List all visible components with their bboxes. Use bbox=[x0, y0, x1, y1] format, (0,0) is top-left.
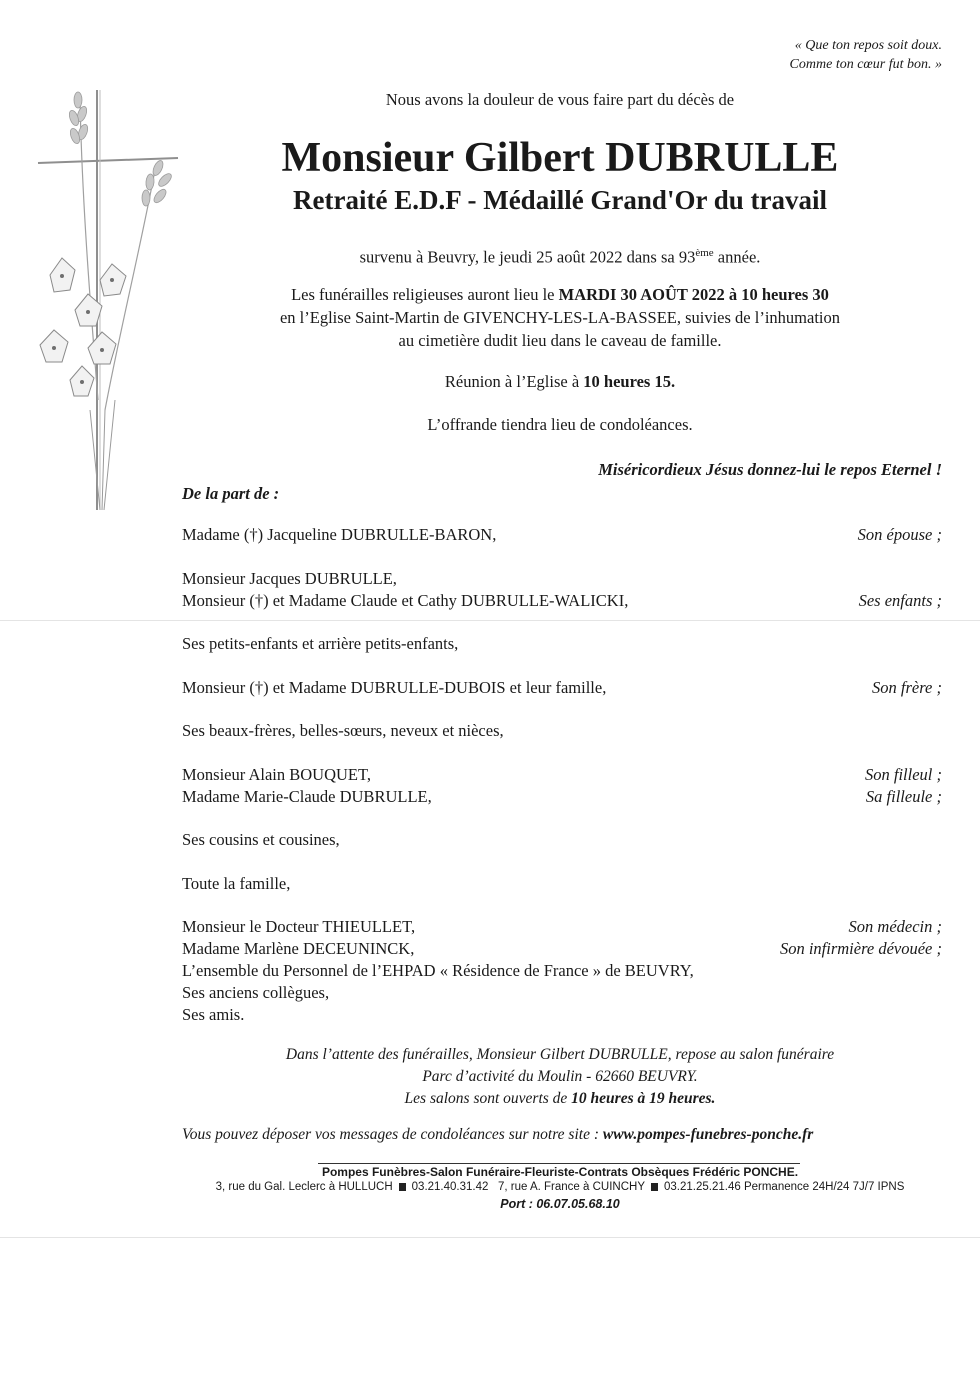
phone-square-icon bbox=[651, 1183, 658, 1191]
offering-note: L’offrande tiendra lieu de condoléances. bbox=[427, 415, 693, 434]
death-text-end: année. bbox=[713, 247, 761, 267]
family-cousins: Ses cousins et cousines, bbox=[182, 830, 340, 849]
condolences-note bbox=[182, 1124, 813, 1146]
funeral-details bbox=[170, 283, 950, 352]
family-godson: Monsieur Alain BOUQUET, bbox=[182, 765, 371, 784]
epigraph-line-1: « Que ton repos soit doux. bbox=[794, 38, 942, 53]
role-doctor: Son médecin ; bbox=[848, 917, 942, 936]
footer-permanence: Permanence 24H/24 7J/7 IPNS bbox=[743, 1181, 905, 1193]
rest-line-2: Parc d’activité du Moulin - 62660 BEUVRY. bbox=[422, 1068, 698, 1085]
footer-addresses bbox=[170, 1181, 950, 1193]
role-spouse: Son épouse ; bbox=[857, 525, 942, 544]
rest-line-3: Les salons sont ouverts de bbox=[404, 1090, 572, 1107]
rest-location bbox=[170, 1044, 950, 1110]
funeral-date-time: MARDI 30 AOÛT 2022 à 10 heures 30 bbox=[558, 285, 829, 304]
role-children: Ses enfants ; bbox=[858, 591, 942, 610]
footer-divider bbox=[318, 1163, 800, 1164]
role-brother: Son frère ; bbox=[872, 678, 942, 697]
family-all: Toute la famille, bbox=[182, 874, 291, 893]
funeral-line-3: au cimetière dudit lieu dans le caveau de famille. bbox=[398, 331, 722, 350]
death-ordinal-suffix: ème bbox=[695, 247, 714, 259]
condolences-text: Vous pouvez déposer vos messages de condoléances sur notre site : bbox=[182, 1126, 603, 1143]
meeting-time bbox=[170, 370, 950, 393]
deceased-title: Retraité E.D.F - Médaillé Grand'Or du travail bbox=[293, 185, 827, 215]
rest-hours: 10 heures à 19 heures. bbox=[571, 1090, 716, 1107]
death-details bbox=[170, 242, 950, 269]
footer-phone-hulluch: 03.21.40.31.42 bbox=[411, 1181, 489, 1193]
meeting-hour: 10 heures 15. bbox=[583, 372, 676, 391]
family-goddaughter: Madame Marie-Claude DUBRULLE, bbox=[182, 787, 432, 806]
phone-square-icon bbox=[399, 1183, 406, 1191]
epigraph-line-2: Comme ton cœur fut bon. » bbox=[789, 57, 942, 72]
footer-mobile: Port : 06.07.05.68.10 bbox=[500, 1197, 620, 1211]
footer-address-hulluch: 3, rue du Gal. Leclerc à HULLUCH bbox=[215, 1181, 393, 1193]
death-text: survenu à Beuvry, le jeudi 25 août 2022 dans sa 93 bbox=[359, 247, 696, 267]
rest-line-1: Dans l’attente des funérailles, Monsieur Gilbert DUBRULLE, repose au salon funéraire bbox=[285, 1046, 835, 1063]
footer-address-cuinchy: 7, rue A. France à CUINCHY bbox=[498, 1181, 645, 1193]
ehpad-staff: L’ensemble du Personnel de l’EHPAD « Résidence de France » de BEUVRY, bbox=[182, 961, 694, 980]
footer-company: Pompes Funèbres-Salon Funéraire-Fleuriste-Contrats Obsèques Frédéric PONCHE. bbox=[321, 1165, 799, 1179]
footer-phone-cuinchy: 03.21.25.21.46 bbox=[664, 1181, 741, 1193]
cross-with-wheat-and-flowers-icon bbox=[30, 80, 180, 520]
funeral-line-2: en l’Eglise Saint-Martin de GIVENCHY-LES-LA-BASSEE, suivies de l’inhumation bbox=[279, 308, 840, 327]
condolences-website-link[interactable]: www.pompes-funebres-ponche.fr bbox=[602, 1126, 814, 1143]
family-brother: Monsieur (†) et Madame DUBRULLE-DUBOIS et leur famille, bbox=[182, 678, 607, 697]
family-spouse: Madame (†) Jacqueline DUBRULLE-BARON, bbox=[182, 525, 497, 544]
family-in-laws: Ses beaux-frères, belles-sœurs, neveux et nièces, bbox=[182, 721, 504, 740]
announcement-intro: Nous avons la douleur de vous faire part du décès de bbox=[385, 90, 735, 109]
role-goddaughter: Sa filleule ; bbox=[865, 787, 942, 806]
scan-artifact-line bbox=[0, 620, 980, 621]
doctor: Monsieur le Docteur THIEULLET, bbox=[182, 917, 416, 936]
family-grandchildren: Ses petits-enfants et arrière petits-enfants, bbox=[182, 634, 459, 653]
family-child-1: Monsieur Jacques DUBRULLE, bbox=[182, 569, 397, 588]
family-child-2: Monsieur (†) et Madame Claude et Cathy DUBRULLE-WALICKI, bbox=[182, 591, 629, 610]
from-label: De la part de : bbox=[182, 484, 280, 503]
meeting-text: Réunion à l’Eglise à bbox=[444, 372, 584, 391]
former-colleagues: Ses anciens collègues, bbox=[182, 983, 330, 1002]
role-nurse: Son infirmière dévouée ; bbox=[779, 939, 942, 958]
prayer: Miséricordieux Jésus donnez-lui le repos Eternel ! bbox=[598, 460, 942, 479]
role-godson: Son filleul ; bbox=[865, 765, 942, 784]
deceased-name: Monsieur Gilbert DUBRULLE bbox=[281, 135, 839, 181]
friends: Ses amis. bbox=[182, 1005, 245, 1024]
scan-artifact-line bbox=[0, 1237, 980, 1238]
epigraph bbox=[790, 36, 942, 74]
nurse: Madame Marlène DECEUNINCK, bbox=[182, 939, 415, 958]
funeral-line-1: Les funérailles religieuses auront lieu le bbox=[291, 285, 559, 304]
